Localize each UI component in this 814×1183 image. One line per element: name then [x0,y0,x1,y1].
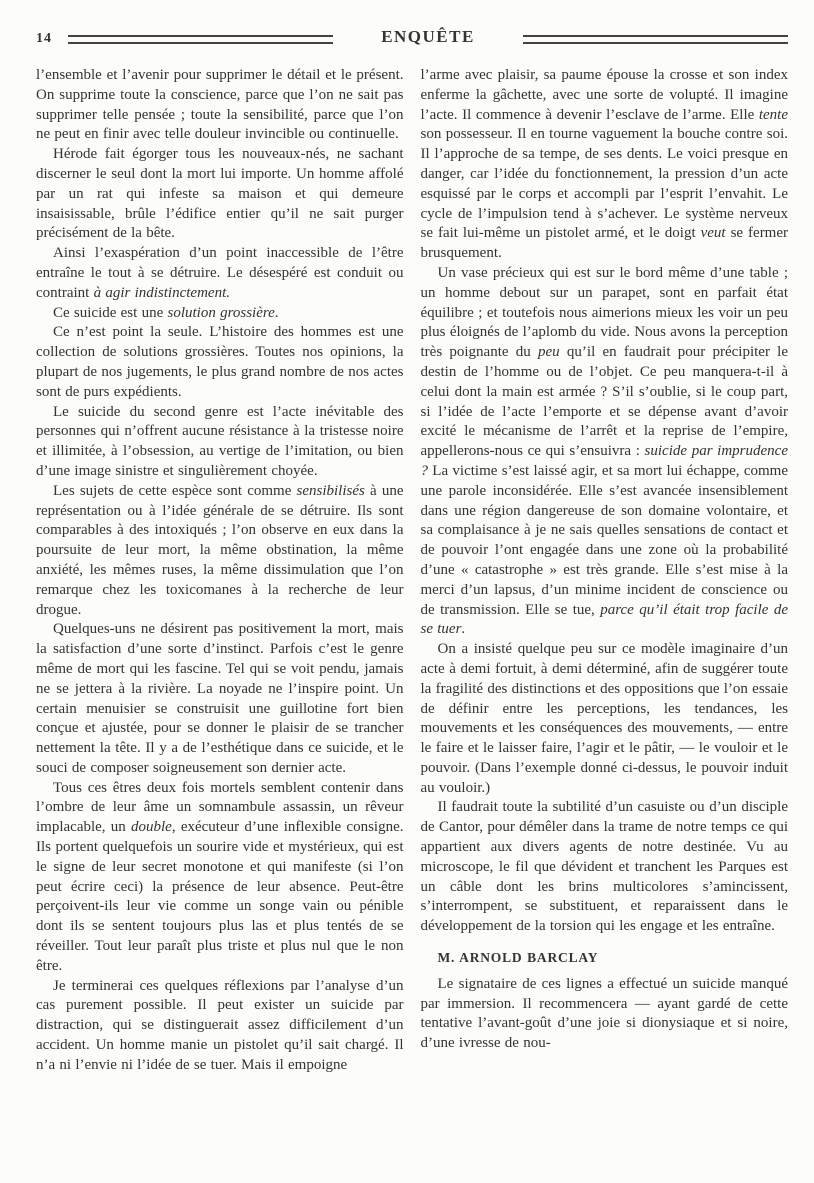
header-rule-left [68,35,333,44]
paragraph: Ce n’est point la seule. L’histoire des hommes est une collection de solutions grossières. Toutes nos opinions, la plupart de nos jugements, le plus grand nombre de nos actes sont de purs expédients. [36,324,404,400]
paragraph: On a insisté quelque peu sur ce modèle imaginaire d’un acte à demi fortuit, à demi déterminé, afin de suggérer toute la fragilité des distinctions et des oppositions que l’on essaie de définir entre les perceptions, les tendances, les mouvements et les conséquences des mouvements, — entre le faire et le laisser faire, l’agir et le pâtir, — le vouloir et le pouvoir. (Dans l’exemple donné ci-dessus, le pouvoir induit au vouloir.) [420,641,788,796]
paragraph: Il faudrait toute la subtilité d’un casuiste ou d’un disciple de Cantor, pour démêler dans la trame de notre temps ce qui appartient aux divers agents de notre destinée. Vu au microscope, le fil que dévident et tranchent les Parques est un câble dont les brins multicolores s’amincissent, s’interrompent, se substituent, et reparaissent dans le développement de la torsion qui les engage et les entraîne. [420,799,788,935]
left-column [36,66,404,1076]
section-heading: M. ARNOLD BARCLAY [437,950,599,966]
paragraph: l’arme avec plaisir, sa paume épouse la crosse et son index enferme la gâchette, avec une sorte de volupté. Il imagine l’acte. Il commence à devenir l’esclave de l’arme. Elle tente son possesseur. Il en tourne vaguement la bouche contre soi. Il l’approche de sa tempe, de ses dents. Le voici presque en danger, car l’idée du fonctionnement, la pression d’un acte esquissé par le corps et accompli par l’esprit l’envahit. Le cycle de l’impulsion tend à s’achever. Le système nerveux se fait lui-même un pistolet armé, et le doigt veut se fermer brusquement. [420,67,789,262]
paragraph: Hérode fait égorger tous les nouveaux-nés, ne sachant discerner le seul dont la mort lui importe. Un homme affolé par un rat qui infeste sa maison et qui demeure insaisissable, brûle l’édifice entier qu’il ne sait purger précisément de la bête. [36,146,404,242]
paragraph: l’ensemble et l’avenir pour supprimer le détail et le présent. On supprime toute la conscience, parce que l’on ne sait pas supprimer telle pensée ; toute la sensibilité, parce que l’on ne peut en finir avec telle douleur invincible ou continuelle. [36,67,404,143]
paragraph: Les sujets de cette espèce sont comme sensibilisés à une représentation ou à l’idée générale de se détruire. Ils sont comparables à des intoxiqués ; l’on observe en eux dans la poursuite de leur mort, la même obstination, la même anxiété, les mêmes ruses, la même dissimulation que l’on remarque chez les toxicomanes à la recherche de leur drogue. [36,482,404,618]
paragraph: Tous ces êtres deux fois mortels semblent contenir dans l’ombre de leur âme un somnambule assassin, un rêveur implacable, un double, exécuteur d’une inflexible consigne. Ils portent quelquefois un sourire vide et mystérieux, qui est le signe de leur secret monotone et qui manifeste (si l’on peut écrire ceci) la présence de leur absence. Peut-être perçoivent-ils leur vie comme un songe vain ou pénible dont ils se sentent toujours plus las et plus tentés de se réveiller. Tout leur paraît plus triste et plus nul que le non être. [36,779,404,974]
running-head [36,28,788,46]
paragraph: Le signataire de ces lignes a effectué un suicide manqué par immersion. Il recommencera — ayant gardé de cette tentative l’avant-goût d’une joie si dionysiaque et si noire, d’une ivresse de nou- [420,975,788,1052]
right-column [421,66,789,1076]
header-rule-right [523,35,788,44]
paragraph: Quelques-uns ne désirent pas positivement la mort, mais la satisfaction d’une sorte d’instinct. Parfois c’est le genre même de mort qui les fascine. Tel qui se voit pendu, jamais ne se jettera à la rivière. La noyade ne l’inspire point. Un certain menuisier se construisit une guillotine fort bien conçue et ajustée, pour se donner le plaisir de se trancher nettement la tête. Il y a de l’esthétique dans ce suicide, et le souci de composer soigneusement son dernier acte. [36,621,404,776]
page-title: ENQUÊTE [381,27,475,46]
page-number: 14 [36,31,52,46]
paragraph: Ainsi l’exaspération d’un point inaccessible de l’être entraîne le tout à se détruire. Le désespéré est conduit ou contraint à agir indistinctement. [36,245,404,301]
paragraph: Ce suicide est une solution grossière. [53,304,279,321]
paragraph: Je terminerai ces quelques réflexions par l’analyse d’un cas purement possible. Il peut exister un suicide par distraction, qui se distinguerait assez difficilement d’un accident. Un homme manie un pistolet qu’il sait chargé. Il n’a ni l’envie ni l’idée de se tuer. Mais il empoigne [36,977,404,1073]
paragraph: Le suicide du second genre est l’acte inévitable des personnes qui n’offrent aucune résistance à la tristesse noire et illimitée, à l’obsession, au vertige de l’imitation, ou bien d’une image sinistre et singulièrement choyée. [36,403,404,479]
paragraph: Un vase précieux qui est sur le bord même d’une table ; un homme debout sur un parapet, sont en parfait état équilibre ; et toutefois nous aimerions mieux les voir un peu plus éloignés de l’aplomb du vide. Nous avons la perception très poignante du peu qu’il en faudrait pour précipiter le destin de l’homme ou de l’objet. Ce peu manquera-t-il à celui dont la main est armée ? S’il s’oublie, si le coup part, si l’idée de l’acte l’emporte et se dépense avant d’avoir excité le mécanisme de l’arrêt et la reprise de l’empire, appellerons-nous ce qui s’ensuivra : suicide par imprudence ? La victime s’est laissé agir, et sa mort lui échappe, comme une parole inconsidérée. Elle s’est avancée insensiblement dans une région dangereuse de son domaine volontaire, et sa complaisance à je ne sais quelles sensations de contact et de pouvoir l’ont engagée dans une zone où la probabilité d’une « catastrophe » est très grande. Elle s’est mise à la merci d’un lapsus, d’un minime incident de conscience ou de transmission. Elle se tue, parce qu’il était trop facile de se tuer. [420,264,789,638]
text-body [36,66,788,1076]
